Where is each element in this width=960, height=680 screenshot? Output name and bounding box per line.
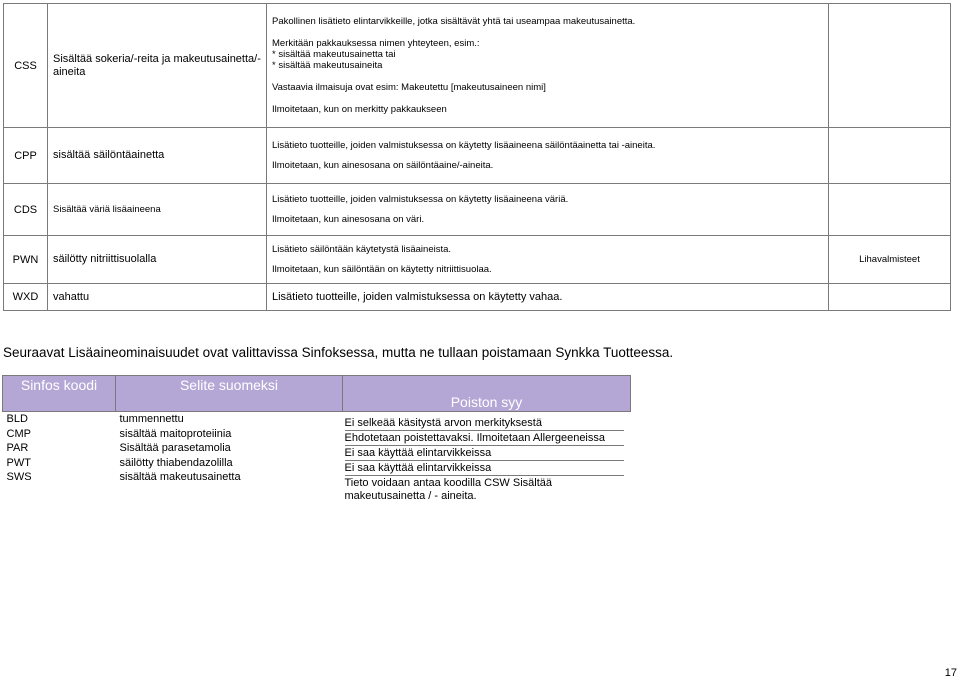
reasons-cell	[343, 412, 631, 504]
reason-item: Ei saa käyttää elintarvikkeissa	[345, 461, 624, 476]
descriptions-cell	[116, 412, 343, 504]
additive-properties-table	[3, 3, 951, 311]
header-description: Selite suomeksi	[116, 376, 343, 412]
info-line	[272, 93, 828, 104]
info-line	[272, 71, 828, 82]
info-line	[272, 255, 828, 264]
row-description: säilötty nitriittisuolalla	[48, 236, 267, 284]
additive-row-cpp	[4, 128, 951, 184]
info-line	[272, 27, 828, 38]
row-info	[267, 4, 829, 128]
row-note	[829, 184, 951, 236]
info-line: Ilmoitetaan, kun ainesosana on säilöntäaine/-aineita.	[272, 160, 494, 171]
row-info	[267, 236, 829, 284]
info-line: Ilmoitetaan, kun säilöntään on käytetty nitriittisuolaa.	[272, 264, 492, 275]
info-line: Ilmoitetaan, kun on merkitty pakkaukseen	[272, 104, 447, 115]
row-note: Lihavalmisteet	[829, 236, 951, 284]
removed-properties-table	[2, 375, 631, 503]
row-note	[829, 284, 951, 311]
info-line: Lisätieto tuotteille, joiden valmistuksessa on käytetty vahaa.	[272, 290, 563, 303]
info-line: Lisätieto säilöntään käytetystä lisäaineista.	[272, 244, 452, 255]
code-item: SWS	[6, 471, 32, 483]
description-item: Sisältää parasetamolia	[119, 442, 231, 454]
row-code: CPP	[4, 128, 48, 184]
additive-row-cds	[4, 184, 951, 236]
info-line	[272, 205, 828, 214]
row-note	[829, 128, 951, 184]
info-line: Merkitään pakkauksessa nimen yhteyteen, esim.:	[272, 38, 480, 49]
code-item: CMP	[6, 427, 31, 440]
row-description: Sisältää sokeria/-reita ja makeutusainetta/-aineita	[48, 4, 267, 128]
description-item: sisältää maitoproteiinia	[119, 427, 232, 440]
row-info	[267, 184, 829, 236]
row-code: CDS	[4, 184, 48, 236]
reason-item: Ehdotetaan poistettavaksi. Ilmoitetaan Allergeeneissa	[345, 431, 624, 446]
info-line: * sisältää makeutusainetta tai	[272, 49, 396, 60]
reason-item: Ei selkeää käsitystä arvon merkityksestä	[345, 416, 624, 431]
info-line: * sisältää makeutusaineita	[272, 60, 383, 71]
header-sinfos-code: Sinfos koodi	[3, 376, 116, 412]
row-info	[267, 128, 829, 184]
code-item: PWT	[6, 456, 31, 469]
page-number: 17	[944, 667, 957, 679]
additive-row-css	[4, 4, 951, 128]
code-item: PAR	[6, 442, 29, 454]
row-description: sisältää säilöntäainetta	[48, 128, 267, 184]
info-line: Vastaavia ilmaisuja ovat esim: Makeutettu [makeutusaineen nimi]	[272, 82, 546, 93]
info-line	[272, 151, 828, 160]
code-item: BLD	[6, 413, 28, 425]
section-heading: Seuraavat Lisäaineominaisuudet ovat valittavissa Sinfoksessa, mutta ne tullaan poistamaan Synkka Tuotteessa.	[3, 345, 674, 360]
row-code: CSS	[4, 4, 48, 128]
description-item: säilötty thiabendazolilla	[119, 456, 233, 469]
info-line: Lisätieto tuotteille, joiden valmistuksessa on käytetty lisäaineena säilöntäainetta tai -aineita.	[272, 140, 656, 151]
info-line: Ilmoitetaan, kun ainesosana on väri.	[272, 214, 425, 225]
info-line: Pakollinen lisätieto elintarvikkeille, jotka sisältävät yhtä tai useampaa makeutusainetta.	[272, 16, 636, 27]
row-code: PWN	[4, 236, 48, 284]
reason-item: Ei saa käyttää elintarvikkeissa	[345, 446, 624, 461]
row-info	[267, 284, 829, 311]
row-description: vahattu	[48, 284, 267, 311]
description-item: tummennettu	[119, 413, 184, 425]
row-note	[829, 4, 951, 128]
row-description: Sisältää väriä lisäaineena	[48, 184, 267, 236]
additive-row-wxd	[4, 284, 951, 311]
row-code: WXD	[4, 284, 48, 311]
description-item: sisältää makeutusainetta	[119, 471, 241, 483]
codes-cell	[3, 412, 116, 504]
additive-row-pwn	[4, 236, 951, 284]
header-removal-reason: Poiston syy	[343, 376, 631, 412]
reason-item: Tieto voidaan antaa koodilla CSW Sisältää makeutusainetta / - aineita.	[344, 477, 552, 502]
info-line: Lisätieto tuotteille, joiden valmistuksessa on käytetty lisäaineena väriä.	[272, 194, 569, 205]
